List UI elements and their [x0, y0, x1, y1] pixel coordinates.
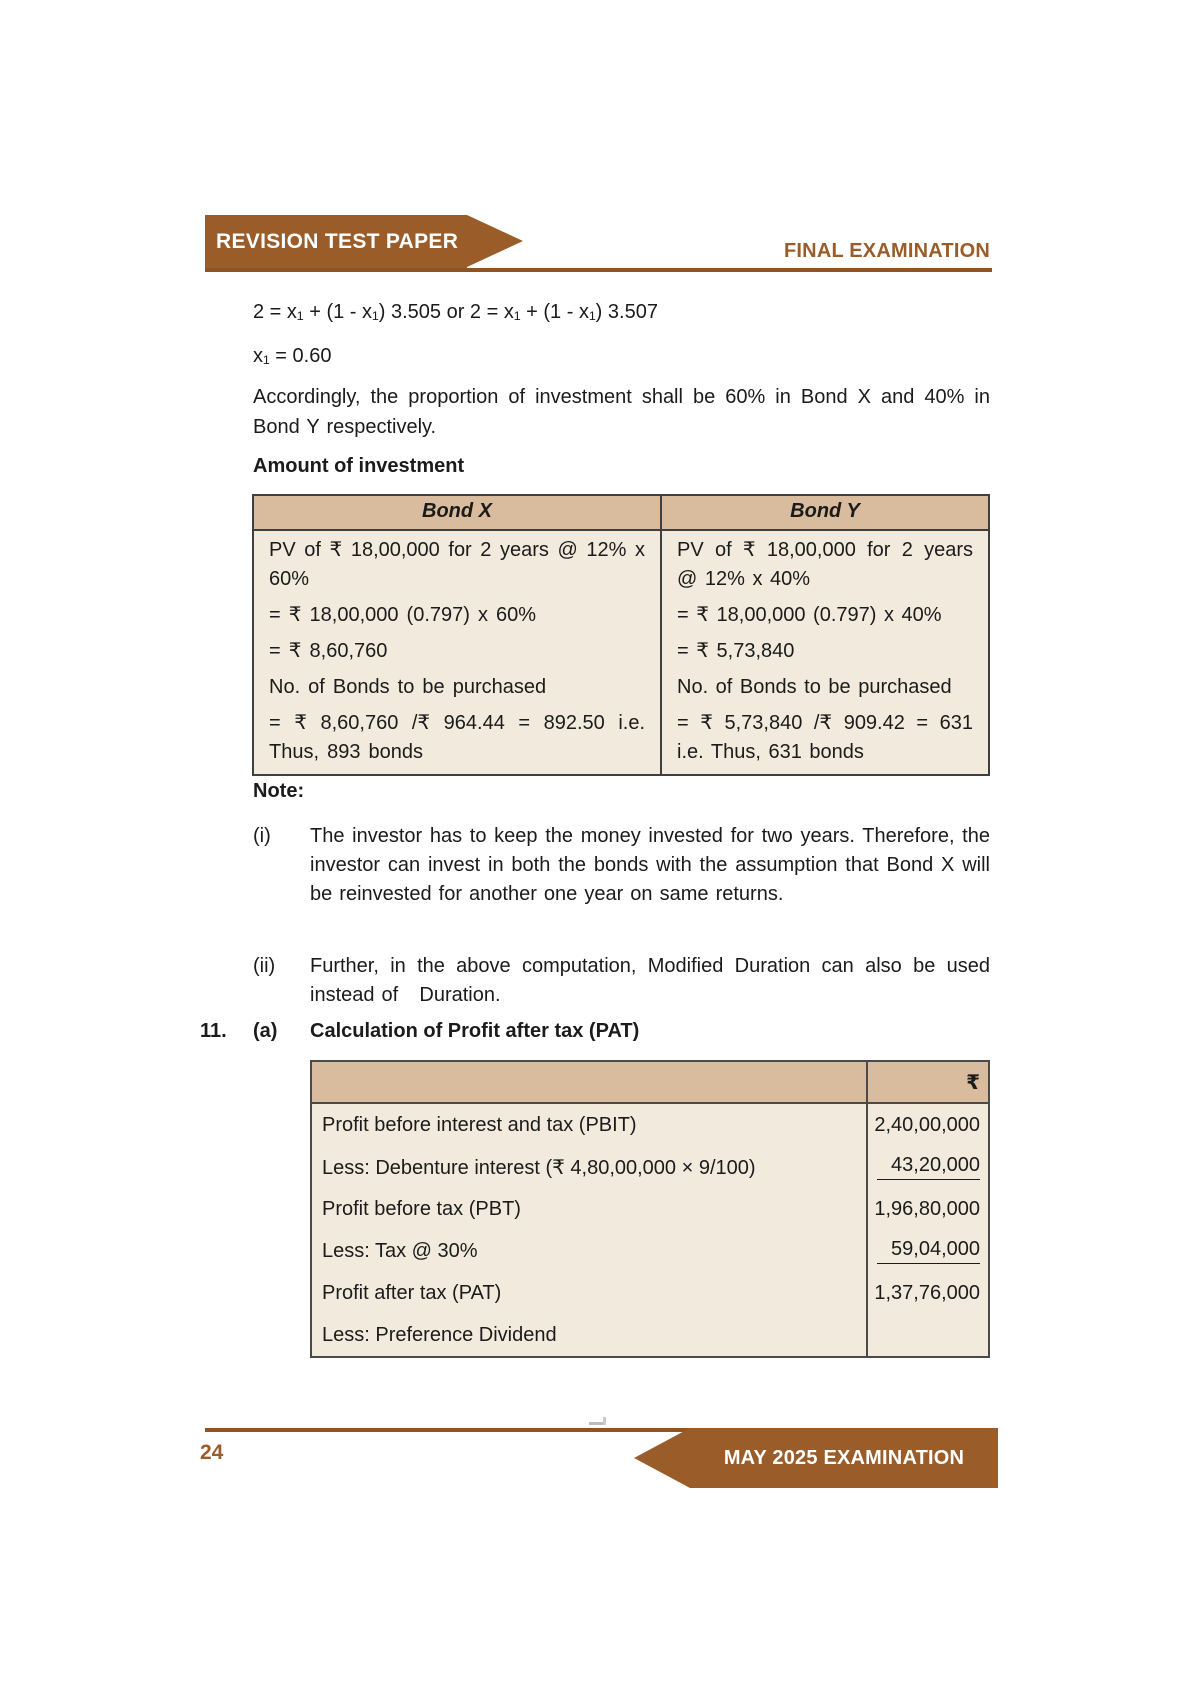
- bond-investment-table: [252, 494, 990, 776]
- equation-line-2: x₁ = 0.60: [253, 345, 332, 367]
- pat-row-label: Profit before interest and tax (PBIT): [322, 1113, 637, 1136]
- bond-y-line: = ₹ 5,73,840: [677, 640, 795, 662]
- note-item-i: [253, 822, 990, 909]
- footer-scan-artifact: [603, 1417, 606, 1425]
- proportion-paragraph: Accordingly, the proportion of investment shall be 60% in Bond X and 40% in Bond Y respectively.: [253, 386, 990, 438]
- equation-line-1: 2 = x₁ + (1 - x₁) 3.505 or 2 = x₁ + (1 - x₁) 3.507: [253, 301, 658, 323]
- note-heading: Note:: [253, 780, 305, 802]
- bond-y-line: No. of Bonds to be purchased: [677, 676, 952, 698]
- pat-table: [310, 1060, 990, 1358]
- amount-of-investment-heading: Amount of investment: [253, 455, 465, 477]
- note-item-i-label: (i): [253, 825, 271, 847]
- pat-row-label: Profit after tax (PAT): [322, 1281, 502, 1304]
- bond-x-line: = ₹ 18,00,000 (0.797) x 60%: [269, 604, 537, 626]
- bond-table-body-row: [254, 531, 988, 774]
- bond-y-line: = ₹ 5,73,840 /₹ 909.42 = 631 i.e. Thus, 631 bonds: [677, 712, 973, 763]
- pat-header-blank-cell: [312, 1062, 866, 1102]
- bond-x-cell: [254, 531, 662, 774]
- question-title: Calculation of Profit after tax (PAT): [310, 1020, 640, 1042]
- bond-x-line: No. of Bonds to be purchased: [269, 676, 547, 698]
- pat-row-value: 43,20,000: [866, 1146, 988, 1188]
- header-exam-label: FINAL EXAMINATION: [784, 240, 990, 262]
- table-row: [312, 1314, 988, 1356]
- bond-x-header: Bond X: [254, 496, 662, 529]
- table-row: [312, 1146, 988, 1188]
- pat-header-currency-cell: ₹: [866, 1062, 988, 1102]
- bond-y-line: PV of ₹ 18,00,000 for 2 years @ 12% x 40%: [677, 539, 973, 590]
- table-row: [312, 1188, 988, 1230]
- note-item-i-text: The investor has to keep the money invested for two years. Therefore, the investor can invest in both the bonds with the assumption that Bond X will be reinvested for another one year on same returns.: [310, 825, 990, 905]
- note-item-ii-label: (ii): [253, 955, 276, 977]
- pat-row-value: 1,37,76,000: [866, 1272, 988, 1314]
- footer-banner-arrow-icon: [634, 1428, 690, 1488]
- pat-row-value: 59,04,000: [866, 1230, 988, 1272]
- header-rule: [205, 268, 992, 272]
- footer-banner-title: MAY 2025 EXAMINATION: [690, 1428, 998, 1488]
- pat-row-value: 1,96,80,000: [866, 1188, 988, 1230]
- question-part: (a): [253, 1020, 278, 1042]
- bond-y-line: = ₹ 18,00,000 (0.797) x 40%: [677, 604, 942, 626]
- table-row: [312, 1272, 988, 1314]
- table-row: [312, 1230, 988, 1272]
- pat-row-value: 2,40,00,000: [866, 1104, 988, 1146]
- question-number: 11.: [200, 1020, 227, 1042]
- pat-row-label: Less: Tax @ 30%: [322, 1239, 478, 1262]
- bond-y-header: Bond Y: [790, 500, 860, 522]
- bond-x-line: PV of ₹ 18,00,000 for 2 years @ 12% x 60%: [269, 539, 645, 590]
- footer-scan-artifact: [589, 1422, 603, 1425]
- pat-row-label: Less: Preference Dividend: [322, 1323, 557, 1346]
- note-item-ii: [253, 952, 990, 1010]
- note-item-ii-text: Further, in the above computation, Modified Duration can also be used instead of Duration.: [310, 955, 990, 1006]
- bond-x-line: = ₹ 8,60,760 /₹ 964.44 = 892.50 i.e. Thus, 893 bonds: [269, 712, 645, 763]
- table-row: [312, 1104, 988, 1146]
- pat-table-header-row: [312, 1062, 988, 1104]
- header-banner-title: REVISION TEST PAPER: [205, 215, 467, 268]
- bond-y-cell: [662, 531, 988, 774]
- question-heading: [200, 1020, 639, 1043]
- page-number: 24: [200, 1441, 224, 1464]
- bond-table-header-row: [254, 496, 988, 531]
- bond-x-line: = ₹ 8,60,760: [269, 640, 388, 662]
- pat-row-label: Less: Debenture interest (₹ 4,80,00,000 × 9/100): [322, 1156, 756, 1179]
- footer-arrow-banner: [634, 1428, 998, 1488]
- pat-row-value: [866, 1314, 988, 1356]
- pat-row-label: Profit before tax (PBT): [322, 1197, 521, 1220]
